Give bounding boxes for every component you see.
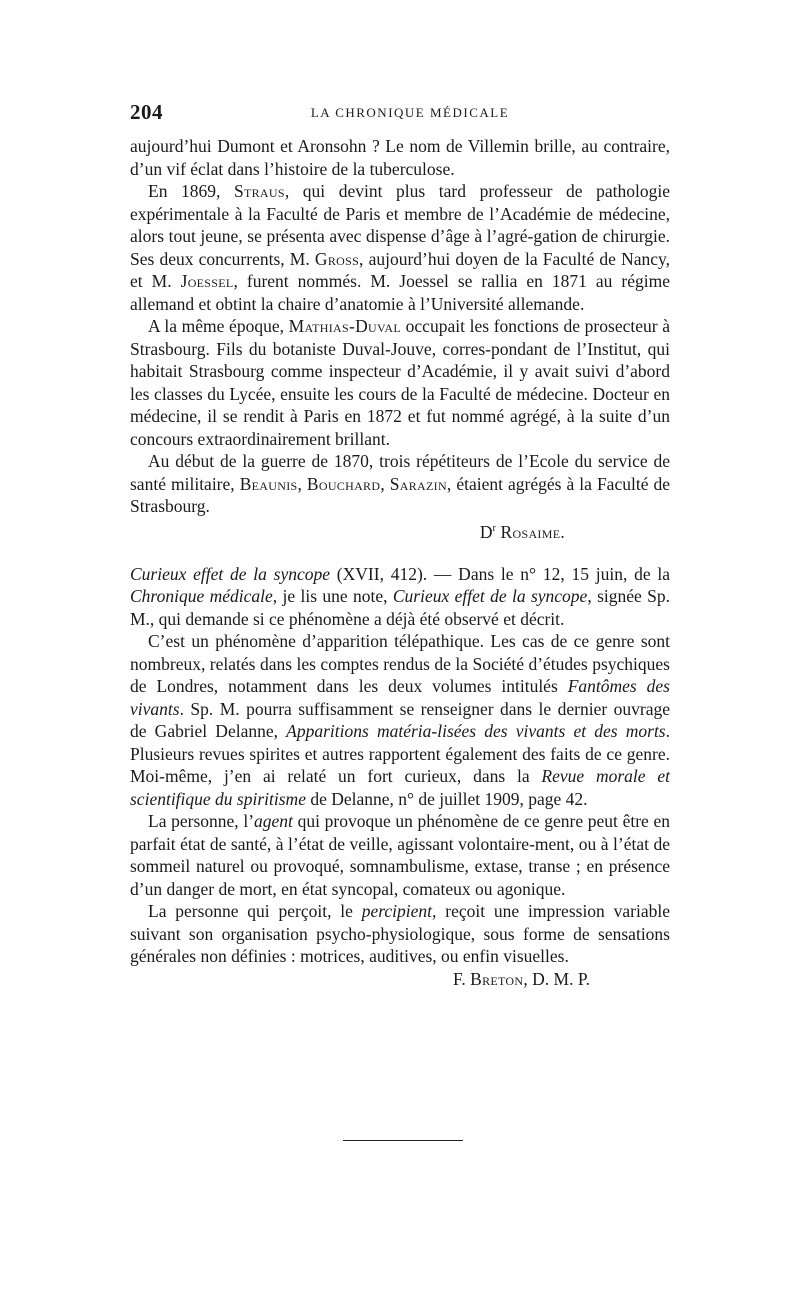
text-run: , qui devint plus tard professeur de pathologie expérimentale à la Faculté de Paris et membre de l’Académie de médecine, alors tout jeune, se présenta avec dispense d’âge à l’agré-gation de chirurgie. Ses deux concurrents, M. [130, 181, 670, 269]
person-name: Bouchard [306, 473, 381, 494]
book-title: Fantômes des vivants [130, 676, 670, 719]
person-name: Joessel [180, 271, 234, 291]
author-name: Breton [470, 968, 524, 989]
text-run: La personne qui perçoit, le [148, 901, 362, 922]
text-run: La personne, l’ [148, 811, 255, 832]
paragraph [130, 900, 670, 968]
paragraph [130, 563, 670, 631]
text-run: , étaient agrégés à la Faculté de Strasbourg. [130, 473, 671, 516]
text-run: occupait les fonctions de prosecteur à Strasbourg. Fils du botaniste Duval-Jouve, corres-pondant de l’Institut, qui habitait Strasbourg comme inspecteur d’Académie, il y avait suivi d’abord les classes du Lycée, ensuite les cours de la Faculté de médecine. Docteur en médecine, il se rendit à Paris en 1872 et fut nommé agrégé, à la suite d’un concours extraordinairement brillant. [130, 316, 670, 449]
person-name: Gross [314, 248, 360, 269]
book-title: Apparitions matéria-lisées des vivants et des morts [286, 721, 666, 742]
person-name: Beaunis [239, 473, 298, 494]
page-number: 204 [130, 100, 163, 124]
text-run: C’est un phénomène d’apparition télépathique. Les cas de ce genre sont nombreux, relatés dans les comptes rendus de la Société d’études psychiques de Londres, notamment dans les deux volumes intitulés [130, 631, 670, 697]
text-run: . Sp. M. pourra suffisamment se renseigner dans le dernier ouvrage de Gabriel Delanne, [130, 698, 670, 742]
term: percipient [361, 901, 433, 922]
paragraph [130, 450, 670, 518]
text-run: , signée Sp. M., qui demande si ce phénomène a déjà été observé et décrit. [130, 586, 670, 629]
text-run: de Delanne, n° de juillet 1909, page 42. [305, 788, 588, 809]
paragraph [130, 810, 670, 900]
paragraph [130, 315, 670, 450]
signature [130, 968, 670, 991]
text-run: (XVII, 412). — Dans le n° 12, 15 juin, de la [330, 563, 670, 584]
superscript: r [492, 522, 496, 534]
text-run: En 1869, [148, 181, 234, 201]
paragraph [130, 180, 670, 315]
text-run: D [479, 521, 493, 542]
section-divider [343, 1140, 463, 1141]
text-run: Au début de la guerre de 1870, trois répétiteurs de l’Ecole du service de santé militaire, [130, 451, 670, 494]
person-name: Mathias-Duval [288, 316, 401, 336]
term: agent [254, 811, 293, 832]
body-text [130, 135, 670, 990]
text-run: , reçoit une impression variable suivant son organisation psycho-physiologique, sous forme de sensations générales non définies : motrices, auditives, ou enfin visuelles. [130, 901, 670, 967]
section-gap [130, 543, 670, 563]
text-run: F. [453, 968, 471, 989]
running-title: LA CHRONIQUE MÉDICALE [310, 105, 510, 120]
author-name: Rosaime. [495, 521, 565, 542]
text-run: . Plusieurs revues spirites et autres rapportent également des faits de ce genre. Moi-même, j’en ai relaté un fort curieux, dans la [130, 721, 670, 787]
signature [130, 518, 670, 543]
text-run: , D. M. P. [523, 968, 590, 989]
paragraph [130, 630, 670, 810]
text-run: A la même époque, [148, 316, 289, 336]
text-run: , je lis une note, [272, 586, 393, 607]
note-title: Curieux effet de la syncope [392, 586, 588, 607]
person-name: Straus [233, 181, 285, 201]
journal-title: Revue morale et scientifique du spiritisme [130, 766, 670, 809]
text-run: , aujourd’hui doyen de la Faculté de Nancy, et M. [130, 248, 670, 291]
person-name: Sarazin [389, 473, 447, 494]
page-header [130, 100, 670, 130]
article-title: Curieux effet de la syncope [130, 563, 331, 584]
text-run: , furent nommés. M. Joessel se rallia en 1871 au régime allemand et obtint la chaire d’anatomie à l’Université allemande. [130, 271, 670, 314]
text-run: aujourd’hui Dumont et Aronsohn ? Le nom de Villemin brille, au contraire, d’un vif éclat dans l’histoire de la tuberculose. [130, 136, 670, 179]
journal-title: Chronique médicale [130, 586, 273, 607]
text-run: qui provoque un phénomène de ce genre peut être en parfait état de santé, à l’état de veille, agissant volontaire-ment, ou à l’état de sommeil naturel ou provoqué, somnambulisme, extase, transe ; en présence d’un danger de mort, en état syncopal, comateux ou agonique. [130, 811, 670, 899]
text-run: , [380, 473, 390, 494]
text-run: , [297, 473, 307, 494]
paragraph [130, 135, 670, 180]
